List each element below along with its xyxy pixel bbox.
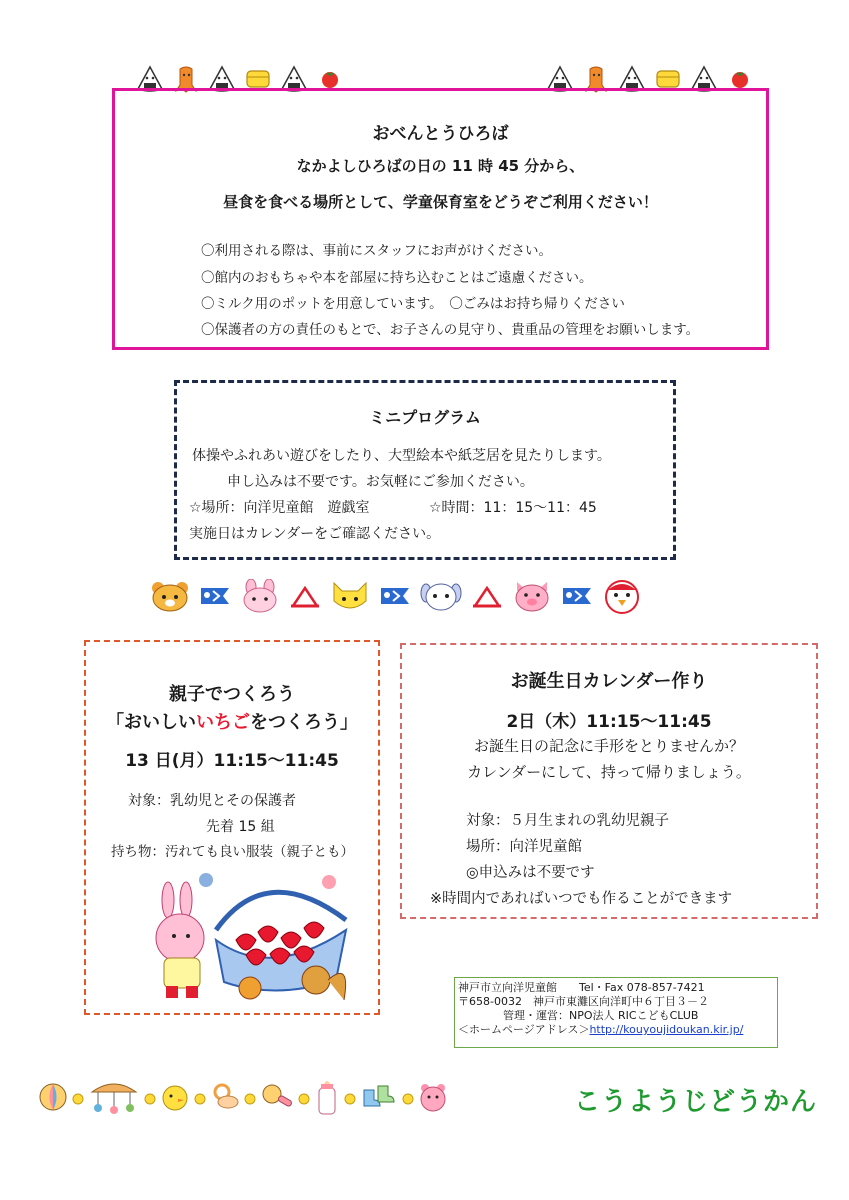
pig-face-icon	[512, 579, 552, 617]
lunch-line-1: なかよしひろばの日の 11 時 45 分から、	[296, 157, 585, 175]
strawberry-title-highlight: いちご	[196, 712, 250, 733]
rabbit-face-icon	[240, 579, 280, 617]
mini-program-time: ☆時間：11：15〜11：45	[429, 500, 597, 516]
contact-line-1: 神戸市立向洋児童館 Tel・Fax 078-857-7421	[458, 981, 705, 994]
koinobori-icon	[561, 586, 593, 610]
flower-icon	[144, 1090, 156, 1109]
mobile-icon	[88, 1080, 140, 1118]
ball-icon	[38, 1082, 68, 1116]
lunch-title: おべんとうひろば	[372, 124, 509, 144]
strawberry-title	[86, 708, 378, 734]
birthday-line-2: カレンダーにして、持って帰りましょう。	[467, 763, 751, 781]
flower-icon	[402, 1090, 414, 1109]
mini-program-line-1: 体操やふれあい遊びをしたり、大型絵本や紙芝居を見たりします。	[192, 448, 611, 464]
dog-face-icon	[420, 579, 462, 617]
birthday-target: 対象：５月生まれの乳幼児親子	[466, 813, 669, 829]
contact-line-2: 〒658-0032 神戸市東灘区向洋町中６丁目３－２	[458, 995, 709, 1008]
flower-icon	[344, 1090, 356, 1109]
bear-icon	[418, 1082, 448, 1116]
flower-icon	[194, 1090, 206, 1109]
strawberry-heading: 親子でつくろう	[169, 684, 295, 705]
pacifier-icon	[210, 1082, 240, 1116]
birthday-place: 場所：向洋児童館	[466, 839, 582, 855]
homepage-label: ＜ホームページアドレス＞	[458, 1023, 590, 1036]
lunch-section	[112, 88, 769, 350]
bird-face-icon	[602, 578, 642, 618]
koinobori-icon	[199, 586, 231, 610]
kabuto-icon	[289, 584, 321, 612]
flower-icon	[72, 1090, 84, 1109]
lunch-note: 〇保護者の方の責任のもとで、お子さんの見守り、貴重品の管理をお願いします。	[201, 322, 700, 338]
baby-shoes-icon	[360, 1082, 398, 1116]
kabuto-icon	[471, 584, 503, 612]
flower-icon	[244, 1090, 256, 1109]
mini-program-place: ☆場所：向洋児童館 遊戯室	[189, 500, 370, 516]
birthday-anytime: ※時間内であればいつでも作ることができます	[430, 891, 733, 907]
contact-line-3: 管理・運営：NPO法人 RICこどもCLUB	[503, 1009, 699, 1022]
lunch-note: 〇利用される際は、事前にスタッフにお声がけください。	[201, 243, 552, 259]
strawberry-basket-illustration	[146, 870, 376, 1010]
flower-icon	[298, 1090, 310, 1109]
homepage-link[interactable]: http://kouyoujidoukan.kir.jp/	[589, 1023, 744, 1036]
strawberry-workshop-section	[84, 640, 380, 1015]
lunch-note: 〇館内のおもちゃや本を部屋に持ち込むことはご遠慮ください。	[201, 270, 593, 286]
lunch-line-2: 昼食を食べる場所として、学童保育室をどうぞご利用ください！	[223, 193, 658, 211]
strawberry-capacity: 先着 15 組	[206, 819, 275, 835]
lunch-note: 〇ミルク用のポットを用意しています。 〇ごみはお持ち帰りください	[201, 296, 625, 312]
birthday-line-1: お誕生日の記念に手形をとりませんか？	[473, 737, 744, 755]
birthday-calendar-section	[400, 643, 818, 919]
mini-program-line-2: 申し込みは不要です。お気軽にご参加ください。	[227, 474, 534, 490]
birthday-date: 2日（木）11:15〜11:45	[506, 712, 712, 732]
strawberry-bring: 持ち物：汚れても良い服装（親子とも）	[111, 844, 354, 860]
strawberry-title-close: をつくろう」	[250, 712, 358, 733]
contact-box	[454, 977, 778, 1048]
mid-decorations	[150, 578, 642, 618]
cat-face-icon	[330, 579, 370, 617]
footer-decorations	[38, 1078, 448, 1120]
mini-program-title: ミニプログラム	[369, 408, 481, 427]
birthday-title: お誕生日カレンダー作り	[510, 671, 708, 692]
strawberry-title-open: 「おいしい	[106, 712, 196, 733]
contact-homepage	[455, 1023, 777, 1037]
rattle-icon	[260, 1082, 294, 1116]
birthday-apply: ◎申込みは不要です	[466, 865, 595, 881]
koinobori-icon	[379, 586, 411, 610]
mini-program-section	[174, 380, 676, 560]
baby-bottle-icon	[314, 1078, 340, 1120]
brand-name: こうようじどうかん	[574, 1087, 818, 1117]
strawberry-date: 13 日(月）11:15〜11:45	[125, 751, 339, 771]
chick-icon	[160, 1082, 190, 1116]
bear-face-icon	[150, 580, 190, 616]
strawberry-target: 対象：乳幼児とその保護者	[128, 793, 296, 809]
mini-program-calendar-note: 実施日はカレンダーをご確認ください。	[189, 526, 441, 542]
